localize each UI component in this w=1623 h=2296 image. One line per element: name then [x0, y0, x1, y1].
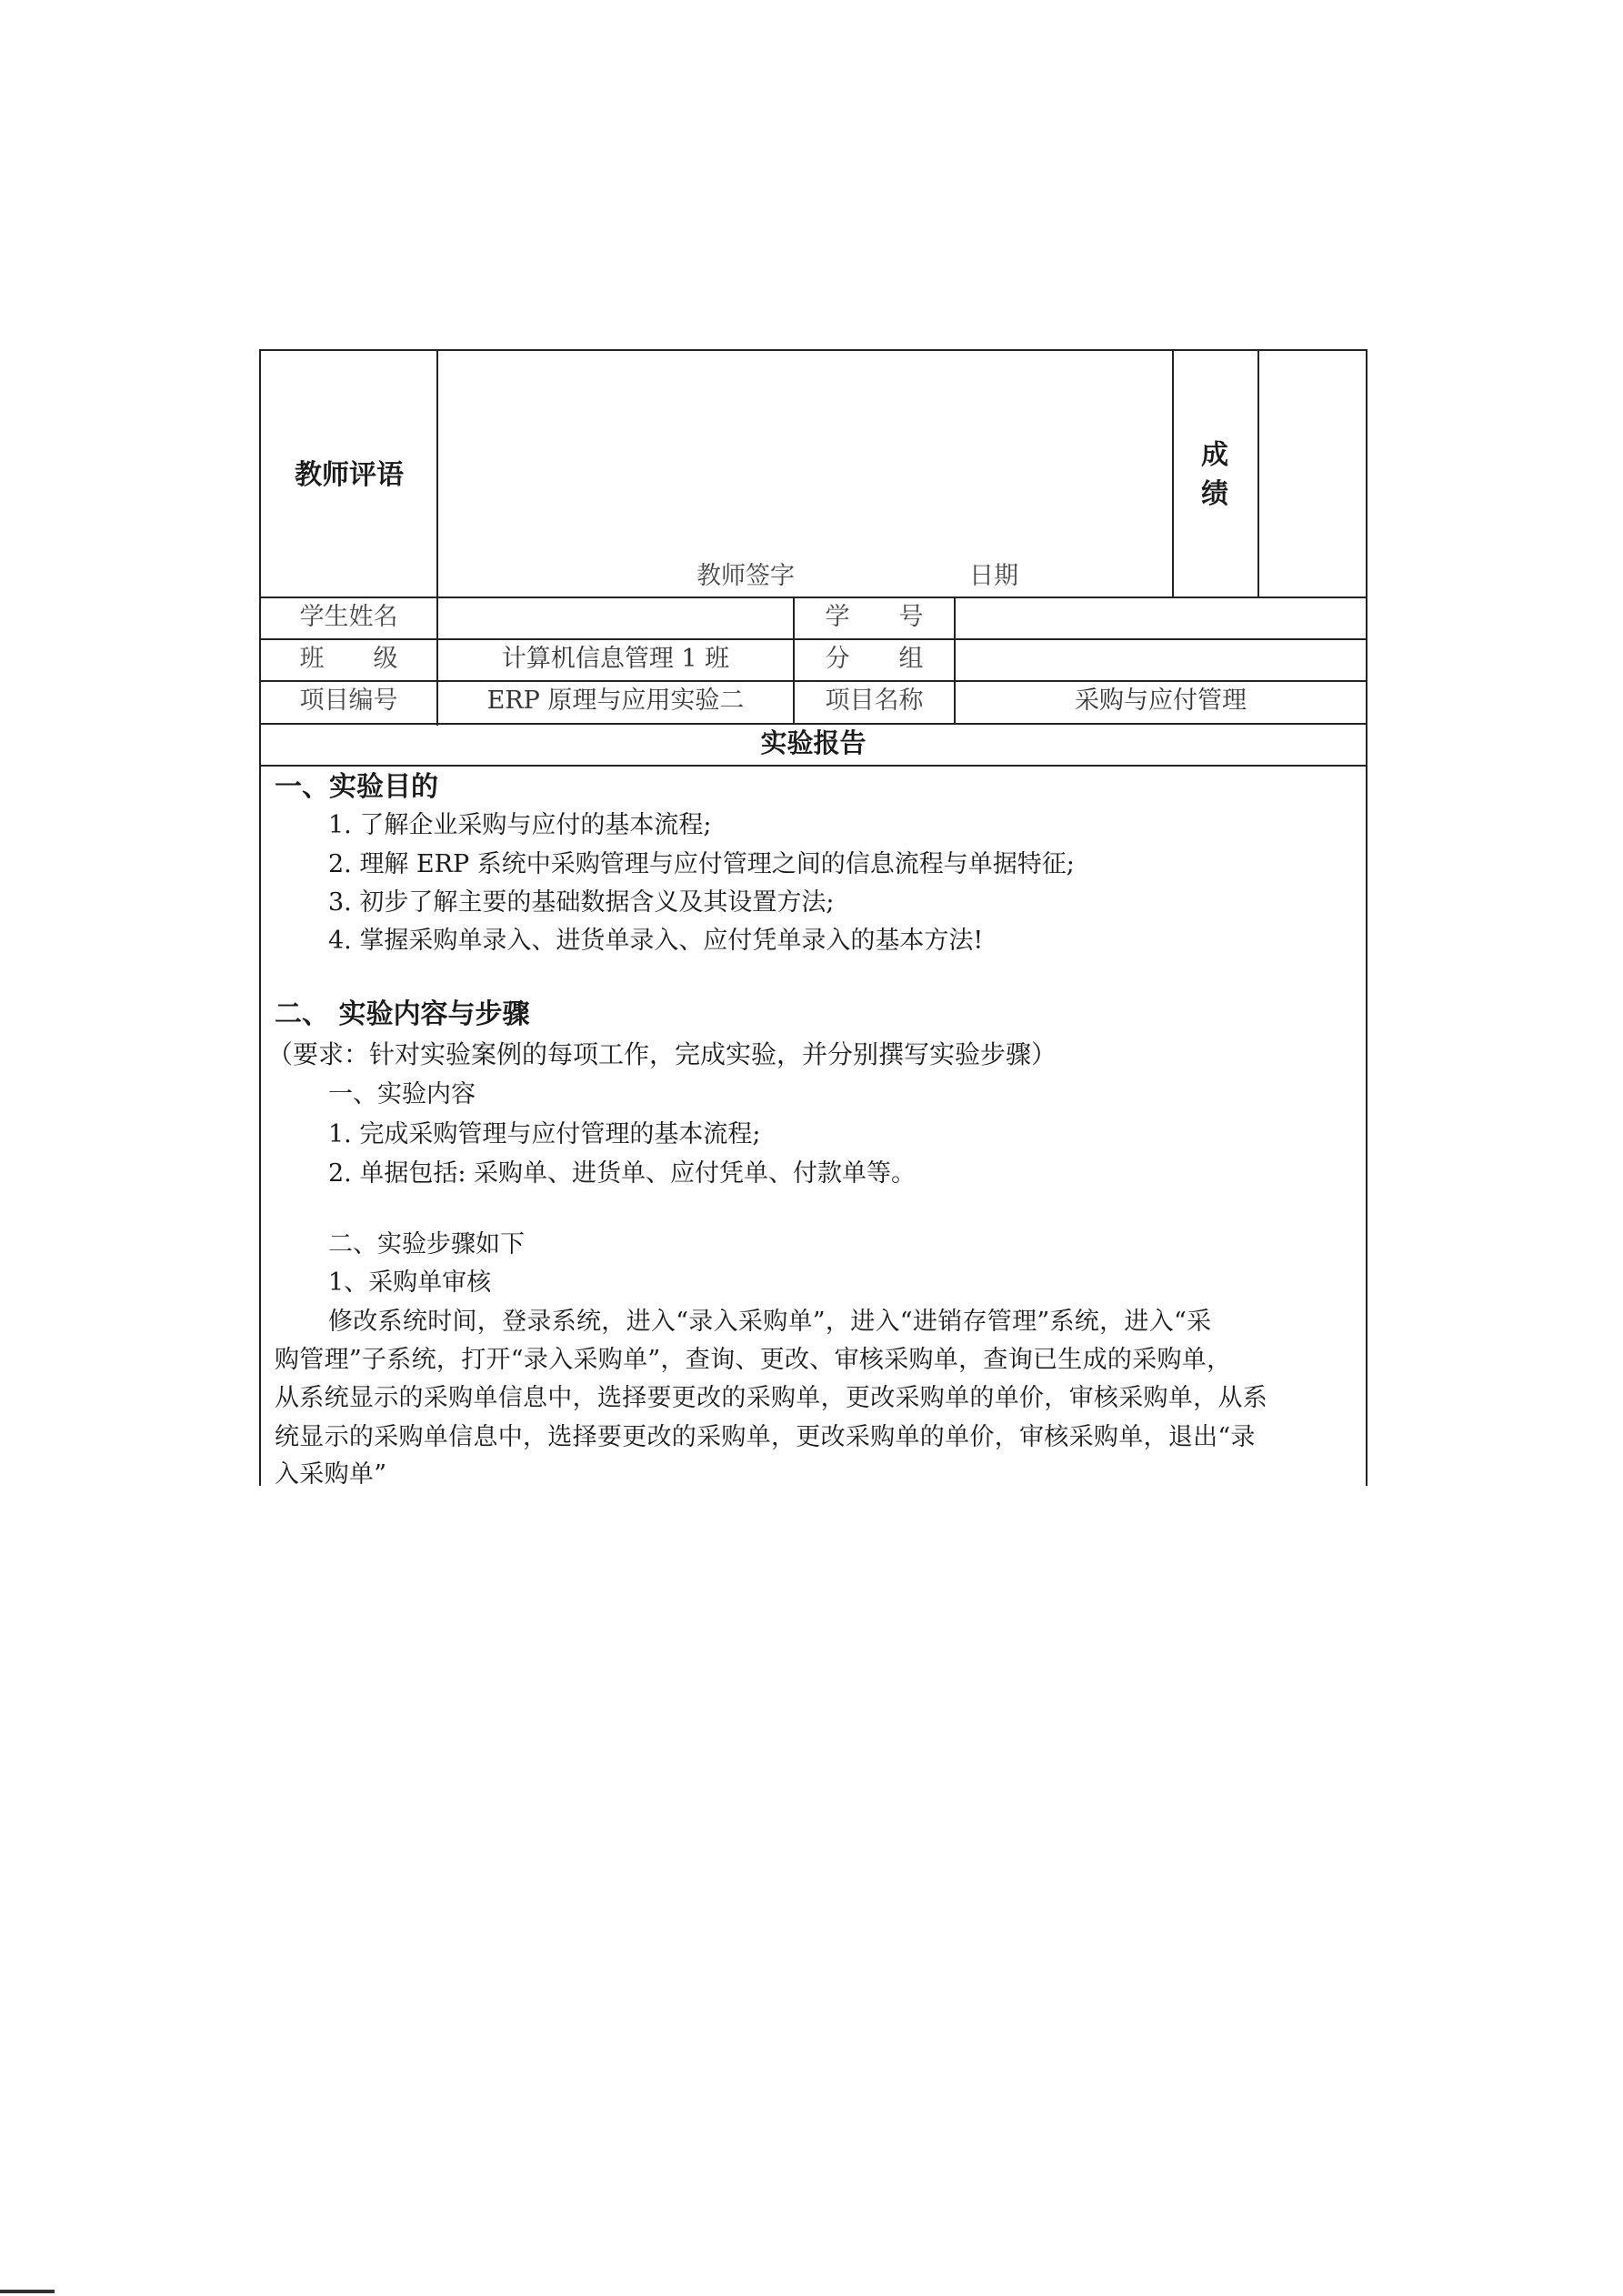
objective-item: 3. 初步了解主要的基础数据含义及其设置方法; — [328, 888, 835, 917]
student-name-label: 学生姓名 — [299, 603, 398, 631]
requirement-note: （要求：针对实验案例的每项工作，完成实验，并分别撰写实验步骤） — [267, 1039, 1057, 1069]
content-item: 2. 单据包括: 采购单、进货单、应付凭单、付款单等。 — [328, 1159, 917, 1188]
objective-item: 1. 了解企业采购与应付的基本流程; — [328, 811, 712, 839]
content-heading: 一、实验内容 — [328, 1080, 476, 1108]
grade-label-bottom: 绩 — [1201, 478, 1228, 510]
content-item: 1. 完成采购管理与应付管理的基本流程; — [328, 1120, 761, 1148]
step1-text-line: 购管理”子系统，打开“录入采购单”，查询、更改、审核采购单，查询已生成的采购单， — [275, 1346, 1232, 1374]
student-id-label: 学 号 — [825, 603, 924, 631]
step1-text-line: 修改系统时间，登录系统，进入“录入采购单”，进入“进销存管理”系统，进入“采 — [328, 1308, 1212, 1336]
project-number-label: 项目编号 — [299, 687, 398, 715]
teacher-signature-label: 教师签字 — [696, 562, 795, 590]
step1-heading: 1、采购单审核 — [328, 1268, 492, 1297]
report-title: 实验报告 — [760, 727, 867, 758]
page-edge-mark — [0, 2290, 55, 2293]
project-name-value: 采购与应付管理 — [1075, 687, 1247, 715]
class-value: 计算机信息管理 1 班 — [501, 645, 730, 673]
objective-item: 4. 掌握采购单录入、进货单录入、应付凭单录入的基本方法! — [328, 927, 984, 955]
step1-text-line: 入采购单” — [275, 1460, 387, 1489]
date-label: 日期 — [969, 562, 1018, 590]
section2-title: 二、 实验内容与步骤 — [275, 998, 530, 1030]
grade-label-top: 成 — [1201, 439, 1228, 471]
class-label: 班 级 — [299, 645, 398, 673]
objective-item: 2. 理解 ERP 系统中采购管理与应付管理之间的信息流程与单据特征; — [328, 850, 1075, 878]
teacher-comment-label: 教师评语 — [295, 459, 404, 491]
step1-text-line: 统显示的采购单信息中，选择要更改的采购单，更改采购单的单价，审核采购单，退出“录 — [275, 1423, 1256, 1451]
steps-heading: 二、实验步骤如下 — [328, 1230, 525, 1258]
group-label: 分 组 — [825, 645, 924, 673]
project-name-label: 项目名称 — [825, 687, 924, 715]
step1-text-line: 从系统显示的采购单信息中，选择要更改的采购单，更改采购单的单价，审核采购单，从系 — [275, 1384, 1267, 1412]
project-number-value: ERP 原理与应用实验二 — [486, 687, 745, 715]
section1-title: 一、实验目的 — [275, 771, 438, 803]
